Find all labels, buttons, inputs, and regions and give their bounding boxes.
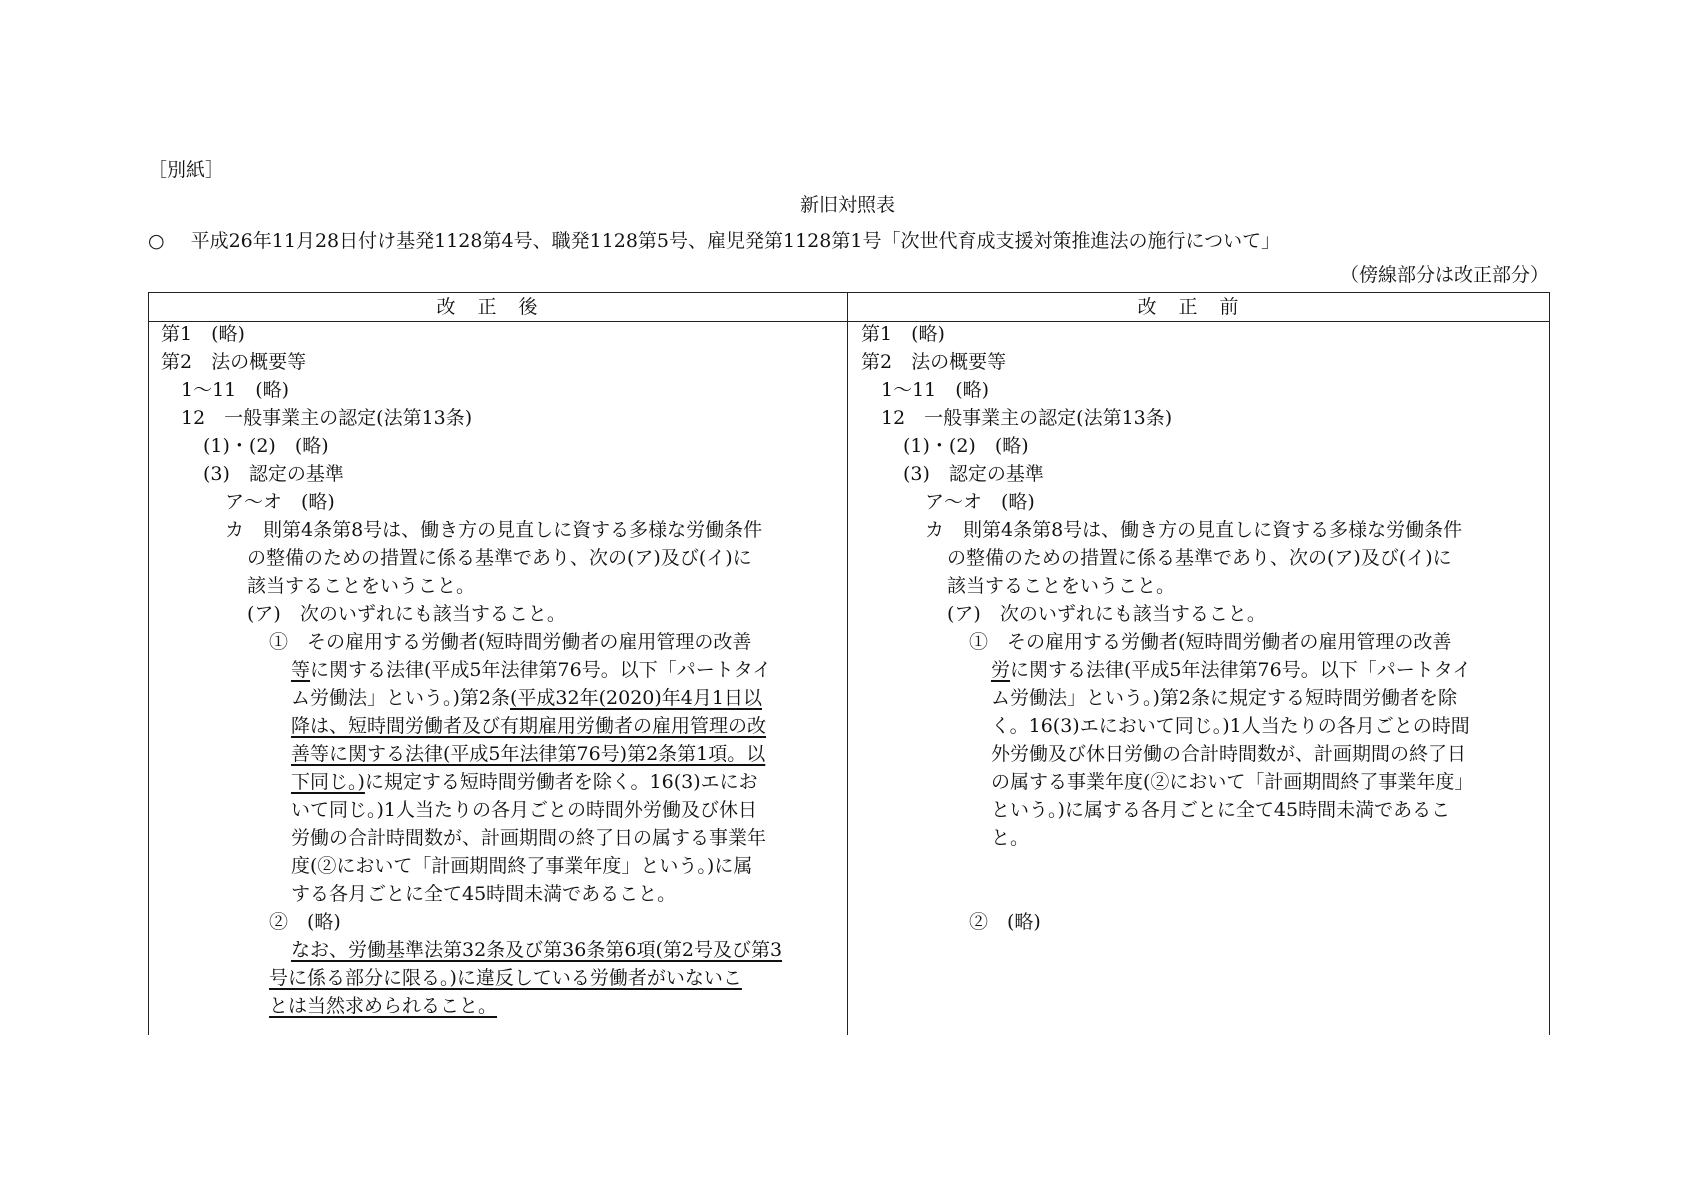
header-rule xyxy=(149,321,1549,322)
after-line: 該当することをいうこと。 xyxy=(247,575,476,597)
before-line: 該当することをいうこと。 xyxy=(947,575,1176,597)
after-line: 第1 (略) xyxy=(161,323,245,345)
before-line: の整備のための措置に係る基準であり、次の(ア)及び(イ)に xyxy=(947,547,1452,569)
before-line: 外労働及び休日労働の合計時間数が、計画期間の終了日 xyxy=(991,743,1467,765)
before-line: (ア) 次のいずれにも該当すること。 xyxy=(947,603,1266,625)
before-line: 1～11 (略) xyxy=(881,379,990,401)
before-line: 第2 法の概要等 xyxy=(861,351,1007,373)
after-line: ① その雇用する労働者(短時間労働者の雇用管理の改善 xyxy=(269,631,752,653)
before-line: ア～オ (略) xyxy=(925,491,1035,513)
before-line: (3) 認定の基準 xyxy=(903,463,1044,485)
amended-text: とは当然求められること。 xyxy=(269,995,498,1017)
after-line: ② (略) xyxy=(269,911,341,933)
after-line: (ア) 次のいずれにも該当すること。 xyxy=(247,603,566,625)
after-line: いて同じ。)1人当たりの各月ごとの時間外労働及び休日 xyxy=(291,799,758,821)
after-line xyxy=(269,993,497,1019)
column-header-after: 改正後 xyxy=(436,296,560,318)
after-text: に関する法律(平成5年法律第76号。以下「パートタイ xyxy=(310,659,772,681)
after-line: 1～11 (略) xyxy=(181,379,290,401)
amended-text: 下同じ。) xyxy=(291,771,365,793)
before-line: ム労働法」という。)第2条に規定する短時間労働者を除 xyxy=(991,687,1458,709)
after-line xyxy=(291,713,766,739)
after-line: 度(②において「計画期間終了事業年度」という。)に属 xyxy=(291,855,753,877)
column-header-before: 改正前 xyxy=(1137,296,1261,318)
amended-text: 降は、短時間労働者及び有期雇用労働者の雇用管理の改 xyxy=(291,715,767,737)
amended-text: 等 xyxy=(291,659,311,681)
amended-text: 善等に関する法律(平成5年法律第76号)第2条第1項。以 xyxy=(291,743,766,765)
before-line: の属する事業年度(②において「計画期間終了事業年度」 xyxy=(991,771,1474,793)
after-line: する各月ごとに全て45時間未満であること。 xyxy=(291,883,677,905)
before-line xyxy=(991,657,1471,683)
after-line xyxy=(269,965,742,991)
before-line: 12 一般事業主の認定(法第13条) xyxy=(881,407,1173,429)
after-line xyxy=(291,937,782,963)
amended-text: なお、労働基準法第32条及び第36条第6項(第2号及び第3 xyxy=(291,939,783,961)
subject-text: 平成26年11月28日付け基発1128第4号、職発1128第5号、雇児発第1128第1号「次世代育成支援対策推進法の施行について」 xyxy=(190,230,1281,252)
before-line: く。16(3)エにおいて同じ。)1人当たりの各月ごとの時間 xyxy=(991,715,1470,737)
after-line: の整備のための措置に係る基準であり、次の(ア)及び(イ)に xyxy=(247,547,752,569)
before-text: に関する法律(平成5年法律第76号。以下「パートタイ xyxy=(1010,659,1472,681)
document-title: 新旧対照表 xyxy=(799,194,895,216)
amended-text: (平成32年(2020)年4月1日以 xyxy=(510,687,762,709)
after-line xyxy=(291,685,762,711)
after-line: 12 一般事業主の認定(法第13条) xyxy=(181,407,473,429)
before-line: カ 則第4条第8号は、働き方の見直しに資する多様な労働条件 xyxy=(925,519,1463,541)
after-text: ム労働法」という。)第2条 xyxy=(291,687,511,709)
after-line xyxy=(291,657,771,683)
circle-mark: ○ xyxy=(148,230,165,252)
amended-text: 号に係る部分に限る。)に違反している労働者がいないこ xyxy=(269,967,742,989)
after-line: 第2 法の概要等 xyxy=(161,351,307,373)
after-line: (1)・(2) (略) xyxy=(203,435,329,457)
subject-line xyxy=(148,229,1280,253)
after-line: 労働の合計時間数が、計画期間の終了日の属する事業年 xyxy=(291,827,767,849)
before-line: ② (略) xyxy=(969,911,1041,933)
before-line: という。)に属する各月ごとに全て45時間未満であるこ xyxy=(991,799,1451,821)
after-line: ア～オ (略) xyxy=(225,491,335,513)
attachment-label: ［別紙］ xyxy=(148,159,225,181)
before-line: と。 xyxy=(991,827,1030,849)
column-divider xyxy=(847,293,848,1035)
after-line: (3) 認定の基準 xyxy=(203,463,344,485)
before-line: (1)・(2) (略) xyxy=(903,435,1029,457)
after-line: カ 則第4条第8号は、働き方の見直しに資する多様な労働条件 xyxy=(225,519,763,541)
after-line xyxy=(291,741,765,767)
before-line: ① その雇用する労働者(短時間労働者の雇用管理の改善 xyxy=(969,631,1452,653)
after-line xyxy=(291,769,758,795)
amended-text: 労 xyxy=(991,659,1011,681)
before-line: 第1 (略) xyxy=(861,323,945,345)
after-text: に規定する短時間労働者を除く。16(3)エにお xyxy=(364,771,758,793)
underline-note: （傍線部分は改正部分） xyxy=(1339,264,1549,286)
comparison-table xyxy=(148,292,1550,1035)
